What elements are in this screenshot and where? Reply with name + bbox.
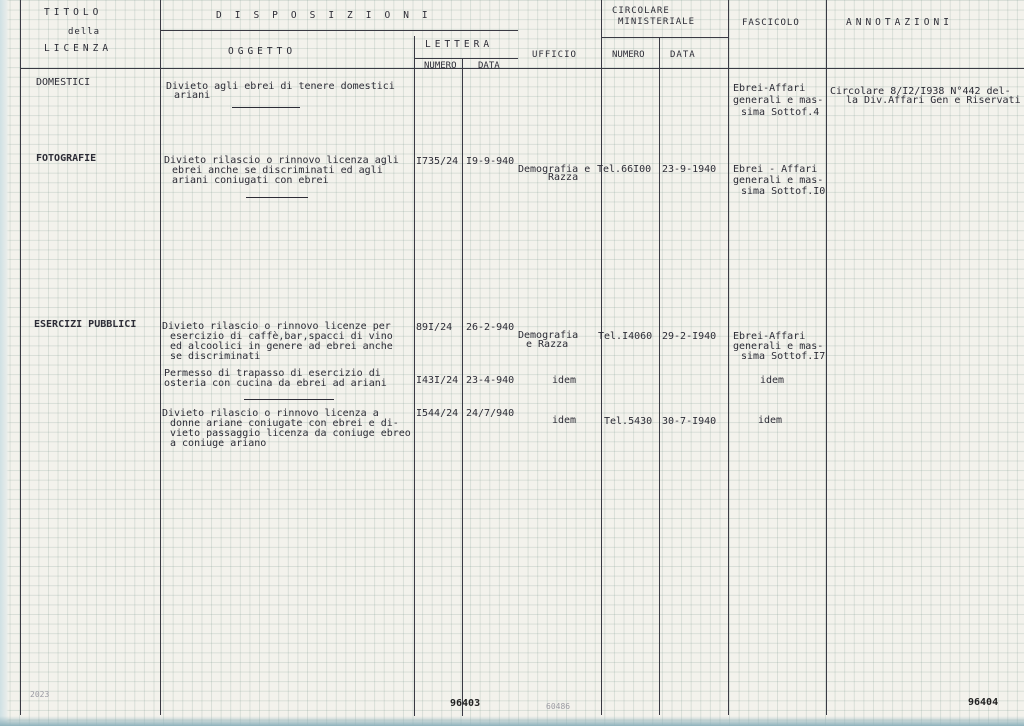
bottom-edge bbox=[0, 716, 1024, 726]
header-fascicolo: FASCICOLO bbox=[742, 18, 800, 28]
header-lettera: LETTERA bbox=[425, 39, 494, 50]
column-divider-ufficio bbox=[601, 0, 602, 715]
entry-fascicolo-line: Ebrei-Affari bbox=[733, 83, 806, 94]
page-edge bbox=[0, 0, 9, 726]
entry-fascicolo-line: sima Sottof.I7 bbox=[741, 351, 826, 362]
entry-oggetto-line: ariani bbox=[174, 90, 211, 101]
entry-titolo: FOTOGRAFIE bbox=[36, 153, 97, 164]
entry-oggetto-line: ed alcoolici in genere ad ebrei anche bbox=[170, 341, 393, 352]
entry-ufficio-line: idem bbox=[552, 375, 577, 386]
column-divider-titolo bbox=[160, 0, 161, 715]
faint-stamp-left: 2023 bbox=[30, 690, 50, 699]
margin-line bbox=[20, 0, 21, 715]
entry-numero: 89I/24 bbox=[416, 322, 453, 333]
entry-titolo: ESERCIZI PUBBLICI bbox=[34, 319, 137, 330]
header-line-lettera bbox=[414, 58, 518, 59]
column-divider-fascicolo bbox=[826, 0, 827, 715]
header-oggetto: OGGETTO bbox=[228, 46, 297, 57]
entry-oggetto-line: osteria con cucina da ebrei ad ariani bbox=[164, 378, 387, 389]
entry-ufficio-line: Demografia e bbox=[518, 164, 591, 175]
page-stamp-left: 96403 bbox=[450, 698, 481, 709]
entry-fascicolo-line: Ebrei - Affari bbox=[733, 164, 818, 175]
entry-numero: I735/24 bbox=[416, 156, 459, 167]
entry-fascicolo-line: sima Sottof.4 bbox=[741, 107, 820, 118]
header-data: DATA bbox=[478, 61, 500, 71]
header-line-disposizioni bbox=[160, 30, 518, 31]
entry-data: 23-4-940 bbox=[466, 375, 515, 386]
entry-data: I9-9-940 bbox=[466, 156, 515, 167]
entry-fascicolo-line: sima Sottof.I0 bbox=[741, 186, 826, 197]
header-bottom-line-right bbox=[518, 68, 1024, 69]
page-stamp-right: 96404 bbox=[968, 697, 999, 708]
entry-oggetto-line: Divieto rilascio o rinnovo licenza agli bbox=[164, 155, 399, 166]
entry-separator bbox=[246, 197, 308, 198]
entry-oggetto-line: Divieto rilascio o rinnovo licenze per bbox=[162, 321, 391, 332]
header-annotazioni: ANNOTAZIONI bbox=[846, 17, 953, 28]
entry-oggetto-line: se discriminati bbox=[170, 351, 261, 362]
entry-numero: I43I/24 bbox=[416, 375, 459, 386]
entry-fascicolo-line: generali e mas- bbox=[733, 341, 824, 352]
entry-ufficio-line: Demografia bbox=[518, 330, 579, 341]
entry-separator bbox=[232, 107, 300, 108]
header-disposizioni: DISPOSIZIONI bbox=[216, 10, 441, 21]
entry-fascicolo-line: idem bbox=[760, 375, 785, 386]
column-divider-circ-numero bbox=[659, 38, 660, 715]
header-line-circolare bbox=[601, 37, 728, 38]
entry-oggetto-line: esercizio di caffè,bar,spacci di vino bbox=[170, 331, 393, 342]
entry-oggetto-line: ebrei anche se discriminati ed agli bbox=[172, 165, 383, 176]
entry-fascicolo-line: idem bbox=[758, 415, 783, 426]
column-divider-numero bbox=[462, 58, 463, 716]
faint-stamp-right: 60486 bbox=[546, 702, 571, 711]
header-ufficio: UFFICIO bbox=[532, 50, 577, 60]
header-titolo-2: della bbox=[68, 27, 101, 37]
entry-ufficio-line: idem bbox=[552, 415, 577, 426]
header-titolo-1: TITOLO bbox=[44, 7, 103, 18]
header-numero: NUMERO bbox=[424, 61, 457, 71]
entry-separator bbox=[244, 399, 334, 400]
entry-circ-data: 29-2-I940 bbox=[662, 331, 717, 342]
header-circ-data: DATA bbox=[670, 50, 696, 60]
entry-circ-numero: Tel.5430 bbox=[604, 416, 653, 427]
entry-oggetto-line: vieto passaggio licenza da coniuge ebreo bbox=[170, 428, 411, 439]
entry-circ-data: 30-7-I940 bbox=[662, 416, 717, 427]
entry-titolo: DOMESTICI bbox=[36, 77, 91, 88]
entry-data: 24/7/940 bbox=[466, 408, 515, 419]
header-circolare-2: MINISTERIALE bbox=[618, 17, 696, 27]
entry-numero: I544/24 bbox=[416, 408, 459, 419]
entry-annotazioni-line: la Div.Affari Gen e Riservati bbox=[846, 95, 1021, 106]
header-circolare-1: CIRCOLARE bbox=[612, 6, 670, 16]
entry-fascicolo-line: generali e mas- bbox=[733, 175, 824, 186]
entry-circ-numero: Tel.66I00 bbox=[597, 164, 652, 175]
entry-data: 26-2-940 bbox=[466, 322, 515, 333]
entry-oggetto-line: donne ariane coniugate con ebrei e di- bbox=[170, 418, 399, 429]
column-divider-circ-data bbox=[728, 0, 729, 715]
entry-oggetto-line: Divieto rilascio o rinnovo licenza a bbox=[162, 408, 379, 419]
entry-oggetto-line: ariani coniugati con ebrei bbox=[172, 175, 329, 186]
entry-circ-data: 23-9-1940 bbox=[662, 164, 717, 175]
entry-fascicolo-line: Ebrei-Affari bbox=[733, 331, 806, 342]
header-circ-numero: NUMERO bbox=[612, 50, 645, 60]
entry-oggetto-line: Permesso di trapasso di esercizio di bbox=[164, 368, 381, 379]
column-divider-oggetto bbox=[414, 36, 415, 716]
entry-ufficio-line: Razza bbox=[548, 172, 579, 183]
header-titolo-3: LICENZA bbox=[44, 43, 113, 54]
entry-oggetto-line: Divieto agli ebrei di tenere domestici bbox=[166, 81, 395, 92]
entry-oggetto-line: a coniuge ariano bbox=[170, 438, 267, 449]
entry-ufficio-line: e Razza bbox=[526, 339, 569, 350]
entry-annotazioni-line: Circolare 8/I2/I938 N°442 del- bbox=[830, 86, 1011, 97]
entry-circ-numero: Tel.I4060 bbox=[598, 331, 653, 342]
entry-fascicolo-line: generali e mas- bbox=[733, 95, 824, 106]
